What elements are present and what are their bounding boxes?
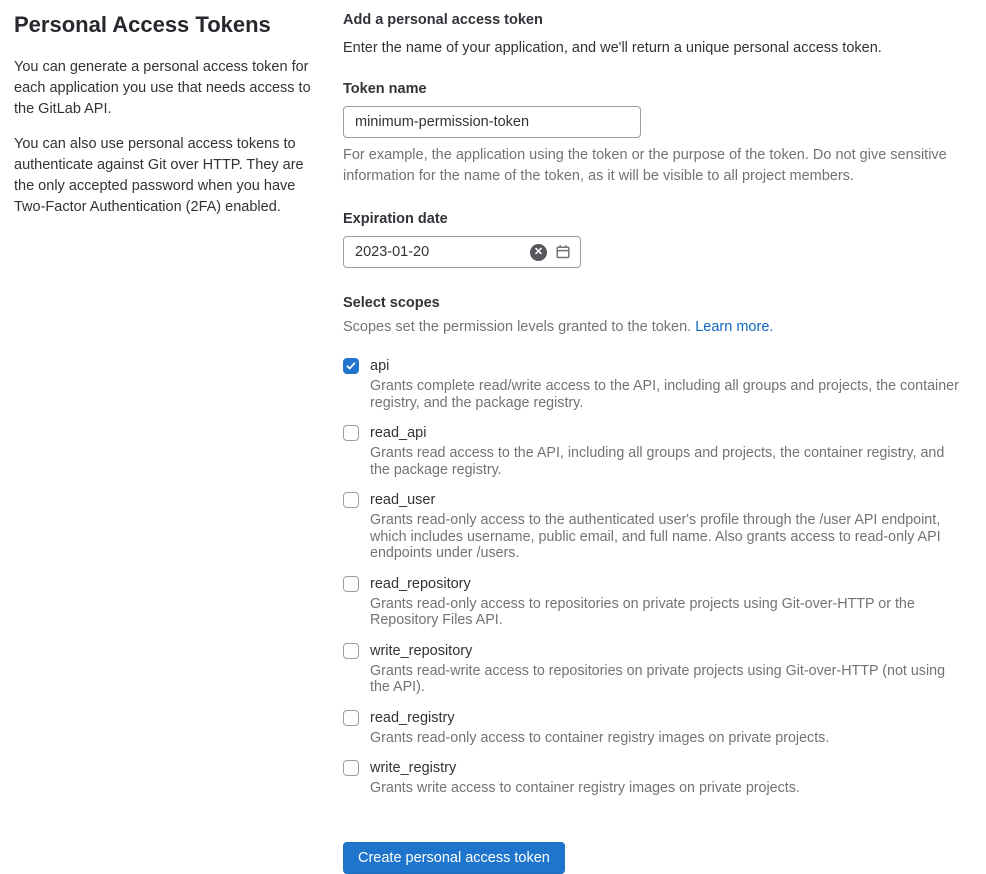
clear-date-icon[interactable]: ✕ [530,244,547,261]
scope-row-write_repository [343,641,962,696]
token-name-input[interactable] [343,106,641,138]
scope-text [370,574,962,629]
scope-description-write_registry: Grants write access to container registry images on private projects. [370,780,800,796]
scope-row-api [343,356,962,411]
page-description-2: You can also use personal access tokens to authenticate against Git over HTTP. They are the only accepted password when you have Two-Factor Authentication (2FA) enabled. [14,136,304,215]
scope-text [370,708,829,747]
scope-text [370,490,962,562]
scope-checkbox-api[interactable] [343,358,359,374]
scope-label-read_user[interactable]: read_user [370,492,436,508]
token-name-help: For example, the application using the token or the purpose of the token. Do not give sensitive information for the name of the token, as it will be visible to all project members. [343,147,947,184]
scope-description-api: Grants complete read/write access to the API, including all groups and projects, the container registry, and the package registry. [370,378,959,411]
scope-description-read_api: Grants read access to the API, including all groups and projects, the container registry, and the package registry. [370,445,945,478]
page-description-1: You can generate a personal access token for each application you use that needs access to the GitLab API. [14,59,311,117]
scope-checkbox-read_registry[interactable] [343,710,359,726]
scope-row-read_user [343,490,962,562]
expiration-group [343,211,962,268]
scopes-help-text: Scopes set the permission levels granted to the token. [343,319,692,335]
scope-row-read_repository [343,574,962,629]
expiration-date-input[interactable] [344,237,530,267]
form-section-title: Add a personal access token [343,12,543,28]
scope-checkbox-write_registry[interactable] [343,760,359,776]
scope-label-read_registry[interactable]: read_registry [370,709,455,726]
scope-row-write_registry [343,758,962,797]
scope-list [343,356,962,797]
scope-description-read_registry: Grants read-only access to container registry images on private projects. [370,729,830,746]
scope-checkbox-read_user[interactable] [343,492,359,508]
scope-label-read_api[interactable]: read_api [370,425,427,441]
create-token-button[interactable]: Create personal access token [343,842,565,874]
form-intro: Enter the name of your application, and we'll return a unique personal access token. [343,40,882,56]
scope-label-api[interactable]: api [370,358,390,374]
scopes-group [343,295,962,797]
token-name-label: Token name [343,81,427,97]
settings-section-description [0,0,343,874]
scope-checkbox-write_repository[interactable] [343,643,359,659]
page-title: Personal Access Tokens [14,12,271,37]
scopes-label: Select scopes [343,295,440,311]
add-token-form [343,0,986,874]
scope-description-read_repository: Grants read-only access to repositories on private projects using Git-over-HTTP or the Repository Files API. [370,595,915,628]
scope-row-read_registry [343,708,962,747]
scope-description-read_user: Grants read-only access to the authenticated user's profile through the /user API endpoint, which includes username, public email, and full name. Also grants access to read-only API endpoints under /users. [370,512,941,561]
scope-description-write_repository: Grants read-write access to repositories on private projects using Git-over-HTTP (not using the API). [370,662,946,695]
expiration-label: Expiration date [343,211,448,227]
scope-label-write_registry[interactable]: write_registry [370,760,457,776]
scope-checkbox-read_repository[interactable] [343,576,359,592]
calendar-icon[interactable] [555,244,571,260]
scope-label-write_repository[interactable]: write_repository [370,642,473,659]
scope-text [370,356,962,411]
scope-checkbox-read_api[interactable] [343,425,359,441]
expiration-date-field[interactable] [343,236,581,268]
scopes-help [343,317,962,337]
scope-text [370,641,962,696]
scope-text [370,423,962,478]
scope-row-read_api [343,423,962,478]
scope-text [370,758,800,797]
scope-label-read_repository[interactable]: read_repository [370,575,471,592]
learn-more-link[interactable]: Learn more. [695,319,774,335]
